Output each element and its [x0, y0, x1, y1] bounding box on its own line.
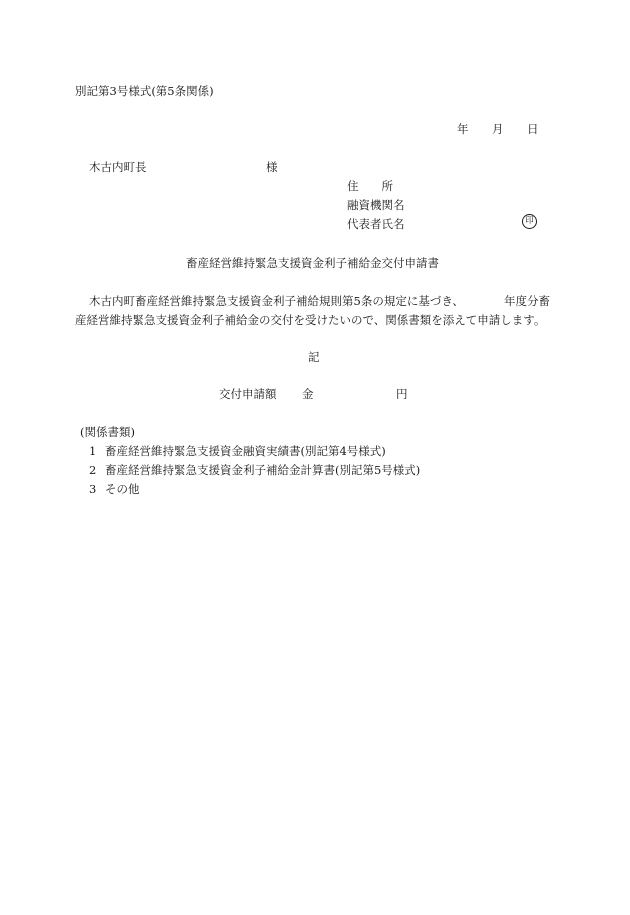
amount-unit: 円 [396, 387, 408, 401]
body-line-2: 産経営維持緊急支援資金利子補給金の交付を受けたいので、関係書類を添えて申請します。 [75, 313, 546, 327]
document-title: 畜産経営維持緊急支援資金利子補給金交付申請書 [186, 256, 439, 270]
date-day-label: 日 [527, 122, 539, 136]
attachment-text: 畜産経営維持緊急支援資金利子補給金計算書(別記第5号様式) [105, 463, 421, 477]
attachment-text: 畜産経営維持緊急支援資金融資実績書(別記第4号様式) [105, 444, 386, 458]
ki-marker: 記 [308, 350, 320, 364]
amount-label: 交付申請額 [219, 387, 277, 401]
body-line-1b: 年度分畜 [504, 294, 550, 308]
attachments-header: (関係書類) [80, 425, 135, 439]
representative-label: 代表者氏名 [347, 217, 405, 231]
attachment-number: 2 [89, 463, 97, 477]
seal-mark: 印 [522, 214, 537, 229]
amount-prefix: 金 [302, 387, 314, 401]
address-label: 住 所 [347, 179, 393, 193]
body-line-1a: 木古内町畜産経営維持緊急支援資金利子補給規則第5条の規定に基づき、 [89, 294, 464, 308]
institution-label: 融資機関名 [347, 198, 405, 212]
form-label: 別記第3号様式(第5条関係) [75, 84, 214, 98]
addressee-honorific: 様 [266, 160, 278, 174]
addressee-name: 木古内町長 [89, 160, 147, 174]
date-month-label: 月 [492, 122, 504, 136]
date-year-label: 年 [457, 122, 469, 136]
attachment-number: 3 [89, 482, 97, 496]
attachment-text: その他 [105, 482, 140, 496]
attachment-number: 1 [89, 444, 97, 458]
